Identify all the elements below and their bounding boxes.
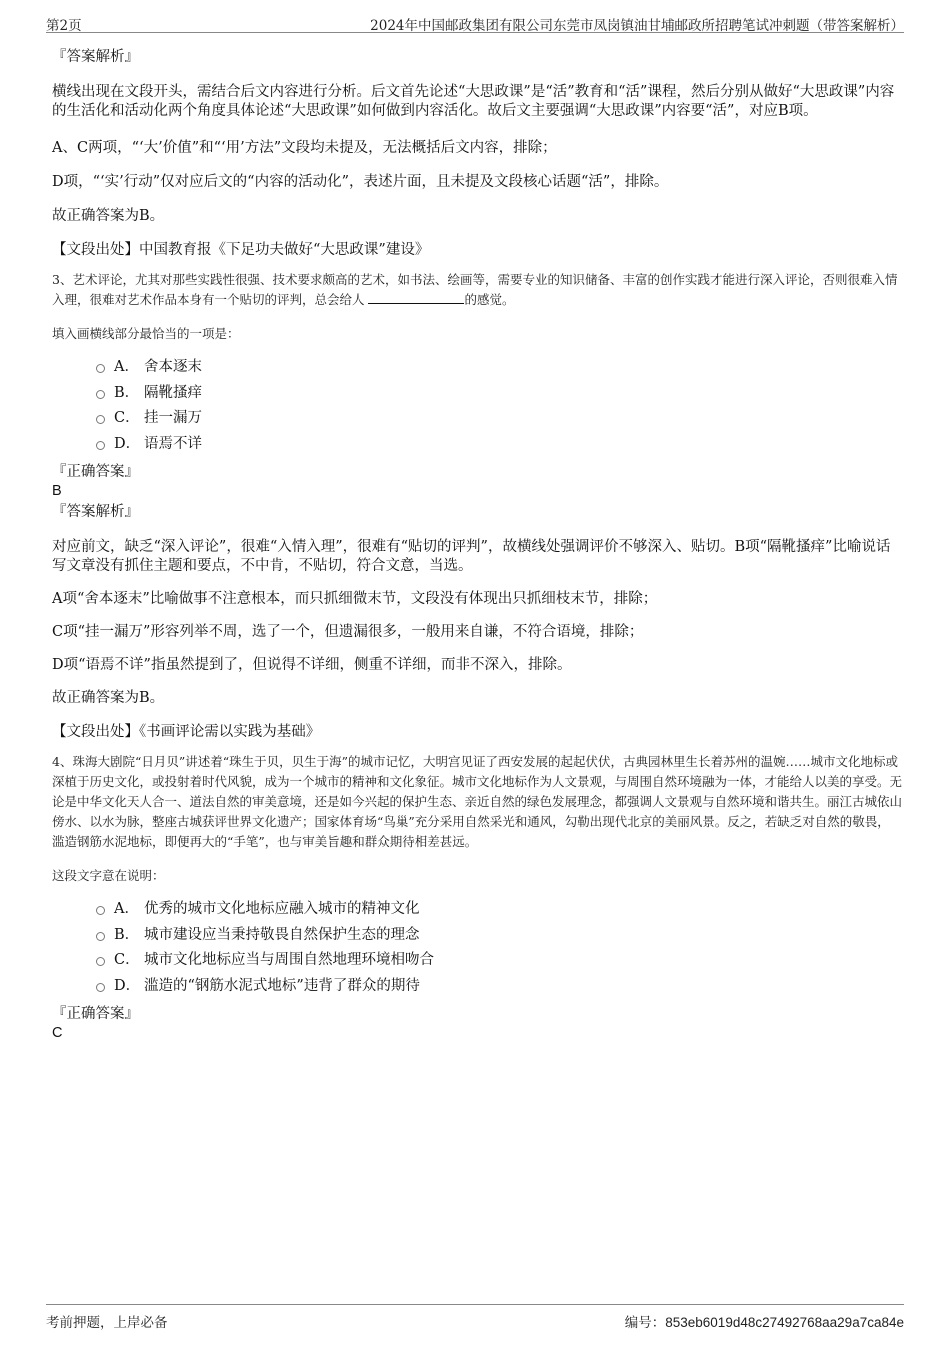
- option-label: D．: [114, 977, 141, 994]
- analysis-paragraph: A、C两项，“‘大’价值”和“‘用’方法”文段均未提及，无法概括后文内容，排除；: [52, 140, 557, 156]
- option-a[interactable]: [52, 897, 902, 923]
- option-label: A．: [114, 359, 139, 375]
- analysis-conclusion: 故正确答案为B。: [52, 208, 165, 224]
- option-list: [52, 355, 902, 457]
- option-a[interactable]: [52, 355, 902, 381]
- question-prompt: 这段文字意在说明：: [52, 868, 165, 883]
- option-label: B．: [114, 384, 140, 401]
- analysis-paragraph: 横线出现在文段开头，需结合后文内容进行分析。后文首先论述“大思政课”是“活”教育和“活”课程，然后分别从做好“大思政课”内容的生活化和活动化两个角度具体论述“大思政课”如何做到内容活化。故后文主要强调“大思政课”内容要“活”，对应B项。: [52, 84, 895, 119]
- option-text: 城市文化地标应当与周围自然地理环境相吻合: [144, 952, 434, 968]
- radio-icon[interactable]: [96, 957, 105, 966]
- answer-label: 『正确答案』: [52, 1006, 139, 1022]
- option-d[interactable]: [52, 974, 902, 1000]
- radio-icon[interactable]: [96, 390, 105, 399]
- option-label: B．: [114, 926, 140, 943]
- option-label: A．: [114, 901, 139, 917]
- analysis-paragraph: 对应前文，缺乏“深入评论”，很难“入情入理”，很难有“贴切的评判”，故横线处强调评价不够深入、贴切。B项“隔靴搔痒”比喻说话写文章没有抓住主题和要点，不中肯，不贴切，符合文意，当选。: [52, 539, 891, 574]
- main-content: [52, 44, 902, 1043]
- analysis-label: 『答案解析』: [52, 504, 139, 520]
- option-b[interactable]: [52, 923, 902, 949]
- source-note: 【文段出处】《书画评论需以实践为基础》: [52, 724, 321, 740]
- document-title: 2024年中国邮政集团有限公司东莞市凤岗镇油甘埔邮政所招聘笔试冲刺题（带答案解析）: [370, 18, 904, 34]
- option-c[interactable]: [52, 406, 902, 432]
- correct-answer: B: [52, 483, 62, 499]
- question-stem: 4、珠海大剧院“日月贝”讲述着“珠生于贝，贝生于海”的城市记忆，大明宫见证了西安发展的起起伏伏，古典园林里生长着苏州的温婉……城市文化地标或深植于历史文化，或投射着时代风貌，成为一个城市的精神和文化象征。城市文化地标作为人文景观，与周围自然环境融为一体，才能给人以美的享受。无论是中华文化天人合一、道法自然的审美意境，还是如今兴起的保护生态、亲近自然的绿色发展理念，都强调人文景观与自然环境和谐共生。丽江古城依山傍水、以水为脉，整座古城获评世界文化遗产；国家体育场“鸟巢”充分采用自然采光和通风，勾勒出现代北京的美丽风景。反之，若缺乏对自然的敬畏，滥造钢筋水泥地标，即便再大的“手笔”，也与审美旨趣和群众期待相差甚远。: [52, 754, 903, 849]
- option-text: 语焉不详: [144, 435, 202, 452]
- option-label: C．: [114, 410, 140, 426]
- option-list: [52, 897, 902, 999]
- page-header: [46, 10, 904, 33]
- correct-answer: C: [52, 1025, 63, 1041]
- question-3: [52, 270, 902, 742]
- radio-icon[interactable]: [96, 983, 105, 992]
- analysis-paragraph: A项“舍本逐末”比喻做事不注意根本，而只抓细微末节，文段没有体现出只抓细枝末节，排除；: [52, 591, 658, 607]
- analysis-paragraph: C项“挂一漏万”形容列举不周，选了一个，但遗漏很多，一般用来自谦，不符合语境，排除；: [52, 624, 644, 640]
- document-id: [625, 1311, 904, 1331]
- document-id-label: 编号：: [624, 1315, 666, 1331]
- page-footer: [46, 1304, 904, 1329]
- analysis-paragraph: D项“语焉不详”指虽然提到了，但说得不详细，侧重不详细，而非不深入，排除。: [52, 657, 572, 673]
- option-text: 隔靴搔痒: [144, 384, 202, 401]
- option-text: 优秀的城市文化地标应融入城市的精神文化: [144, 901, 420, 917]
- question-stem-text: 3、艺术评论，尤其对那些实践性很强、技术要求颇高的艺术，如书法、绘画等，需要专业的知识储备、丰富的创作实践才能进行深入评论，否则很难入情入理，很难对艺术作品本身有一个贴切的评判，总会给人: [52, 272, 898, 307]
- radio-icon[interactable]: [96, 932, 105, 941]
- page-number: 第2页: [46, 18, 82, 34]
- question-stem-tail: 的感觉。: [464, 292, 515, 307]
- option-b[interactable]: [52, 381, 902, 407]
- option-d[interactable]: [52, 432, 902, 458]
- option-label: D．: [114, 435, 141, 452]
- question-2-analysis: [52, 48, 902, 260]
- option-text: 舍本逐末: [144, 359, 202, 375]
- document-id-value: 853eb6019d48c27492768aa29a7ca84e: [665, 1315, 904, 1330]
- analysis-paragraph: D项，“‘实’行动”仅对应后文的“内容的活动化”，表述片面，且未提及文段核心话题“活”，排除。: [52, 174, 669, 190]
- question-4: [52, 752, 902, 1043]
- radio-icon[interactable]: [96, 906, 105, 915]
- source-note: 【文段出处】中国教育报《下足功夫做好“大思政课”建设》: [52, 242, 430, 258]
- option-text: 滥造的“钢筋水泥式地标”违背了群众的期待: [144, 977, 420, 994]
- option-c[interactable]: [52, 948, 902, 974]
- question-stem: [52, 270, 902, 310]
- analysis-label: 『答案解析』: [52, 49, 139, 65]
- radio-icon[interactable]: [96, 364, 105, 373]
- footer-slogan: 考前押题，上岸必备: [46, 1315, 168, 1331]
- analysis-conclusion: 故正确答案为B。: [52, 690, 165, 706]
- radio-icon[interactable]: [96, 415, 105, 424]
- question-prompt: 填入画横线部分最恰当的一项是：: [52, 326, 240, 341]
- option-text: 挂一漏万: [144, 410, 202, 426]
- option-label: C．: [114, 952, 140, 968]
- fill-blank-line: [368, 291, 464, 304]
- radio-icon[interactable]: [96, 441, 105, 450]
- answer-label: 『正确答案』: [52, 464, 139, 480]
- option-text: 城市建设应当秉持敬畏自然保护生态的理念: [144, 926, 420, 943]
